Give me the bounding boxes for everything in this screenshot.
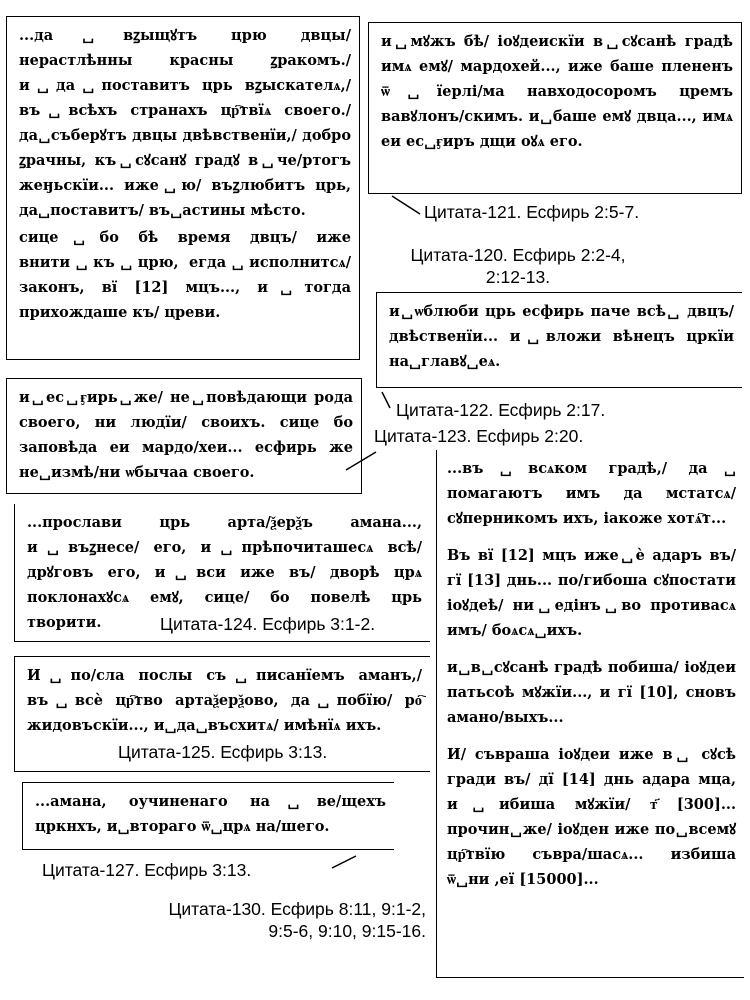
quote-130-paragraph-1: ...въ␣всѧком градѣ,/ да␣ помагаютъ имъ да мстатсѧ/ сꙋперникомъ ихъ, іакоже хотѧ҇т...	[447, 460, 736, 527]
caption-120-line-1: Цитата-120. Есфирь 2:2-4,	[410, 245, 626, 265]
quote-120-paragraph-2: сице␣бо бѣ время двцъ/ иже внити␣къ␣црю, егда␣исполнитсѧ/ законъ, вї [12] мцъ..., и␣тогда прихождаше къ/ цреви.	[19, 229, 351, 321]
quote-122-paragraph-1: и␣ѡблюби црь есфирь паче всѣ␣ двцъ/ двѣственїи... и␣вложи вѣнецъ цркїи на␣главꙋ␣еѧ.	[389, 303, 734, 370]
caption-127: Цитата-127. Есфирь 3:13.	[42, 860, 252, 880]
caption-120-line-2: 2:12-13.	[485, 267, 551, 287]
leader-line-127	[332, 856, 356, 868]
quote-124-paragraph-1: ...прослави црь арта/ѯерѯъ амана..., и␣въꙁнесе/ его, и␣прѣпочиташесѧ всѣ/ дрꙋговъ его, и␣вси иже въ/ дворѣ црѧ поклонахꙋсѧ емꙋ, сице/ бо повелѣ црь творити.	[27, 514, 422, 631]
quote-125-paragraph-1: И␣по/сла послы съ␣писанїемъ аманъ,/ въ␣всѐ цр҇тво артаѯерѯово, да␣побїю/ ро҇ жидовъскїи..., и␣да␣въсхитѧ/ имѣнїѧ ихъ.	[27, 667, 422, 734]
caption-124: Цитата-124. Есфирь 3:1-2.	[160, 614, 376, 634]
quote-123-paragraph-1: и␣ес␣ӻирь␣же/ не␣повѣдающи рода своего, ни людїи/ своихъ. сице бо заповѣда еи мардо/хеи... есфирь же не␣измѣ/ни ѡбычаа своего.	[19, 389, 353, 481]
caption-122: Цитата-122. Есфирь 2:17.	[396, 400, 606, 420]
quote-121-paragraph-1: и␣мꙋжъ бѣ/ іоꙋдеискїи в␣сꙋсанѣ градѣ имѧ емꙋ/ мардохей..., иже баше плененъ ѿ␣їерлі/ма навходосоромъ цремъ вавꙋлонъ/скимъ. и␣баше емꙋ двца..., имѧ еи ес␣ӻиръ дщи оꙋѧ его.	[381, 33, 733, 150]
leader-line-122	[382, 392, 390, 408]
quote-130-paragraph-2: Въ вї [12] мцъ иже␣ѐ адаръ въ/ гї [13] днь... по/гибоша сꙋпостати іоꙋдеѣ/ ни␣едінъ␣во противасѧ имъ/ боѧсѧ␣ихъ.	[447, 547, 736, 639]
caption-121: Цитата-121. Есфирь 2:5-7.	[424, 202, 640, 222]
leader-line-121	[392, 196, 420, 214]
caption-130-line-2: 9:5-6, 9:10, 9:15-16.	[268, 921, 426, 941]
caption-123: Цитата-123. Есфирь 2:20.	[374, 426, 584, 446]
leader-line-123	[346, 452, 376, 470]
quote-130-paragraph-3: и␣в␣сꙋсанѣ градѣ побиша/ іоꙋдеи патьсоѣ мꙋжїи..., и гї [10], сновъ амано/выхъ...	[447, 659, 736, 726]
quote-120-paragraph-1: ...да␣вꙁыщꙋтъ црю двцы/ нерастлѣнны красны ꙁракомъ./ и␣да␣поставитъ црь вꙁыскателѧ,/ въ␣всѣхъ странахъ цр҇твїѧ своего./ да␣съберꙋтъ двцы двѣвственїи,/ добро ꙁрачны, къ␣сꙋсанꙋ градꙋ в␣че/ртогъ жеӈьскїи... иже␣ю/ въꙁлюбитъ црь, да␣поставитъ/ въ␣астины мѣсто.	[19, 27, 351, 219]
caption-130-line-1: Цитата-130. Есфирь 8:11, 9:1-2,	[168, 899, 426, 919]
caption-125: Цитата-125. Есфирь 3:13.	[118, 742, 328, 762]
quote-127-paragraph-1: ...амана, оучиненаго на␣ве/щехъ цркнхъ, и␣втораго ѿ␣црѧ на/шего.	[35, 793, 386, 835]
quote-130-paragraph-4: И/ съвраша іоꙋдеи иже в␣ сꙋсѣ гради въ/ дї [14] днь адара мца, и␣ибиша мꙋжїи/ т҃ [300]... прочин␣же/ іоꙋден иже по␣всемꙋ цр҇твїю съвра/шасѧ... избиша ѿ␣ни ,еї [15000]...	[447, 746, 736, 888]
